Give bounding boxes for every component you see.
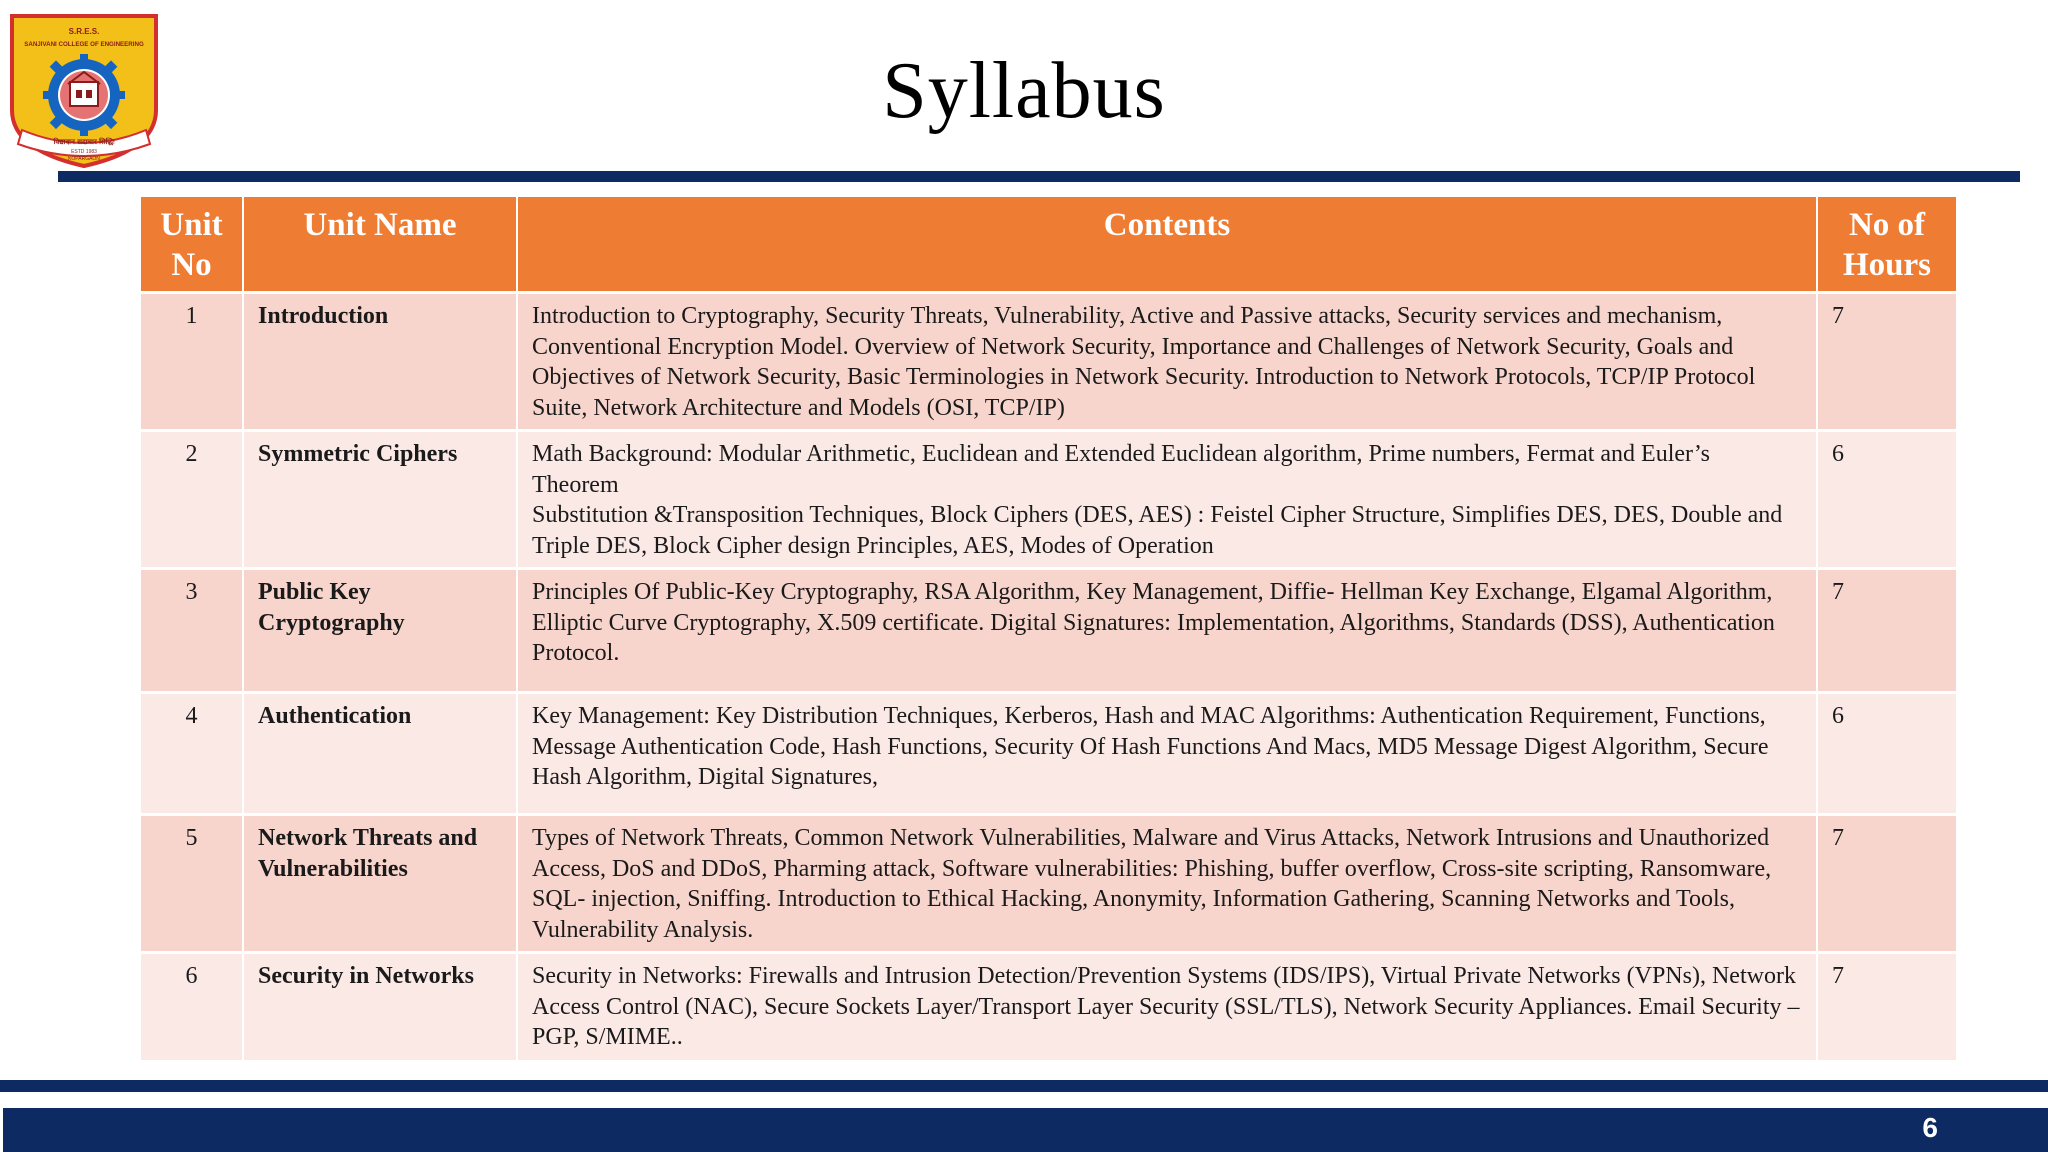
unit-no-cell: 1 bbox=[141, 293, 243, 431]
unit-no-cell: 2 bbox=[141, 431, 243, 569]
logo-text-top: S.R.E.S. bbox=[68, 27, 100, 36]
unit-name-cell: Introduction bbox=[243, 293, 517, 431]
hours-cell: 7 bbox=[1817, 953, 1956, 1060]
unit-name-cell: Authentication bbox=[243, 693, 517, 815]
unit-no-cell: 3 bbox=[141, 569, 243, 693]
table-row bbox=[141, 293, 1956, 431]
table-row bbox=[141, 569, 1956, 693]
contents-cell bbox=[517, 431, 1817, 569]
unit-no-cell: 4 bbox=[141, 693, 243, 815]
page-title: Syllabus bbox=[882, 47, 1166, 135]
header-unit-name: Unit Name bbox=[243, 197, 517, 293]
header-unit-no: Unit No bbox=[141, 197, 243, 293]
page-number: 6 bbox=[1922, 1112, 1938, 1143]
table-header-row bbox=[141, 197, 1956, 293]
contents-cell: Introduction to Cryptography, Security Threats, Vulnerability, Active and Passive attacks, Security services and mechanism, Conventional Encryption Model. Overview of Network Security, Importance and Challenges of Network Security, Goals and Objectives of Network Security, Basic Terminologies in Network Security. Introduction to Network Protocols, TCP/IP Protocol Suite, Network Architecture and Models (OSI, TCP/IP) bbox=[517, 293, 1817, 431]
contents-cell: Key Management: Key Distribution Techniques, Kerberos, Hash and MAC Algorithms: Authentication Requirement, Functions, Message Authentication Code, Hash Functions, Security Of Hash Functions And Macs, MD5 Message Digest Algorithm, Secure Hash Algorithm, Digital Signatures, bbox=[517, 693, 1817, 815]
unit-name-cell: Network Threats and Vulnerabilities bbox=[243, 815, 517, 953]
footer-bar bbox=[3, 1108, 2048, 1152]
logo-text-estd: ESTD 1983 bbox=[71, 149, 97, 155]
hours-cell: 6 bbox=[1817, 693, 1956, 815]
contents-line: Substitution &Transposition Techniques, Block Ciphers (DES, AES) : Feistel Cipher Structure, Simplifies DES, DES, Double and Triple DES, Block Cipher design Principles, AES, Modes of Operation bbox=[532, 502, 1783, 559]
syllabus-table bbox=[141, 197, 1956, 1060]
contents-cell: Principles Of Public-Key Cryptography, RSA Algorithm, Key Management, Diffie- Hellman Key Exchange, Elgamal Algorithm, Elliptic Curve Cryptography, X.509 certificate. Digital Signatures: Implementation, Algorithms, Standards (DSS), Authentication Protocol. bbox=[517, 569, 1817, 693]
unit-name-cell: Public Key Cryptography bbox=[243, 569, 517, 693]
unit-name-cell: Symmetric Ciphers bbox=[243, 431, 517, 569]
hours-cell: 7 bbox=[1817, 293, 1956, 431]
header-divider bbox=[58, 171, 2020, 182]
header-hours: No of Hours bbox=[1817, 197, 1956, 293]
contents-line: Math Background: Modular Arithmetic, Euclidean and Extended Euclidean algorithm, Prime numbers, Fermat and Euler’s Theorem bbox=[532, 441, 1710, 498]
unit-name-cell: Security in Networks bbox=[243, 953, 517, 1060]
header-contents: Contents bbox=[517, 197, 1817, 293]
footer-divider bbox=[0, 1080, 2048, 1092]
table-row bbox=[141, 693, 1956, 815]
logo-text-place: KOPARGAON bbox=[68, 156, 100, 162]
unit-no-cell: 5 bbox=[141, 815, 243, 953]
table-row bbox=[141, 431, 1956, 569]
hours-cell: 7 bbox=[1817, 569, 1956, 693]
unit-no-cell: 6 bbox=[141, 953, 243, 1060]
hours-cell: 7 bbox=[1817, 815, 1956, 953]
table-row bbox=[141, 953, 1956, 1060]
table-row bbox=[141, 815, 1956, 953]
contents-cell: Types of Network Threats, Common Network Vulnerabilities, Malware and Virus Attacks, Network Intrusions and Unauthorized Access, DoS and DDoS, Pharming attack, Software vulnerabilities: Phishing, buffer overflow, Cross-site scripting, Ransomware, SQL- injection, Sniffing. Introduction to Ethical Hacking, Anonymity, Information Gathering, Scanning Networks and Tools, Vulnerability Analysis. bbox=[517, 815, 1817, 953]
logo-text-motto: विद्यादान सदाचार सिद्धिः bbox=[53, 138, 115, 146]
contents-cell: Security in Networks: Firewalls and Intrusion Detection/Prevention Systems (IDS/IPS), Virtual Private Networks (VPNs), Network Access Control (NAC), Secure Sockets Layer/Transport Layer Security (SSL/TLS), Network Security Appliances. Email Security – PGP, S/MIME.. bbox=[517, 953, 1817, 1060]
logo-text-college: SANJIVANI COLLEGE OF ENGINEERING bbox=[24, 41, 144, 48]
hours-cell: 6 bbox=[1817, 431, 1956, 569]
